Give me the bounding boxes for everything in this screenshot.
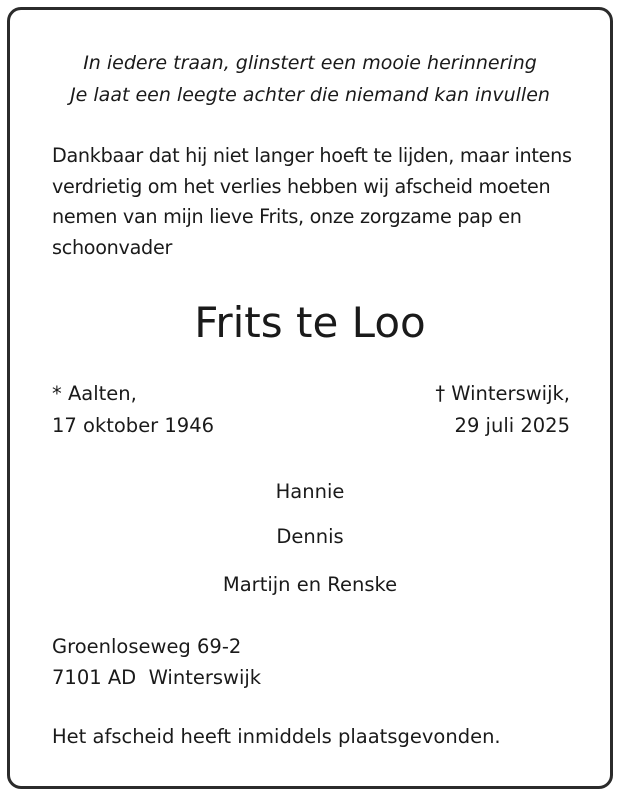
address-street: Groenloseweg 69-2 bbox=[52, 635, 242, 658]
birth-date: 17 oktober 1946 bbox=[52, 414, 215, 437]
intro-line: schoonvader bbox=[52, 236, 173, 260]
death-info bbox=[435, 378, 570, 442]
correspondence-address bbox=[52, 631, 261, 693]
death-notice-card bbox=[7, 7, 613, 789]
motto-line-1: In iedere traan, glinstert een mooie herinnering bbox=[83, 52, 537, 74]
birth-info bbox=[52, 378, 214, 442]
family-member: Martijn en Renske bbox=[222, 573, 398, 596]
intro-line: verdrietig om het verlies hebben wij afscheid moeten bbox=[52, 174, 551, 198]
family-member: Dennis bbox=[276, 525, 344, 548]
intro-line: Dankbaar dat hij niet langer hoeft te lijden, maar intens bbox=[52, 144, 572, 167]
death-date: 29 juli 2025 bbox=[454, 414, 570, 437]
family-member: Hannie bbox=[275, 480, 345, 503]
address-city: 7101 AD Winterswijk bbox=[52, 666, 262, 689]
death-place: † Winterswijk, bbox=[435, 382, 570, 405]
motto-line-2: Je laat een leegte achter die niemand kan invullen bbox=[70, 84, 550, 106]
closing-note: Het afscheid heeft inmiddels plaatsgevonden. bbox=[52, 725, 501, 748]
deceased-name: Frits te Loo bbox=[194, 298, 426, 347]
birth-place: * Aalten, bbox=[52, 382, 137, 405]
intro-line: nemen van mijn lieve Frits, onze zorgzame pap en bbox=[52, 205, 522, 229]
intro-text bbox=[52, 141, 582, 264]
notice-content bbox=[10, 10, 610, 786]
